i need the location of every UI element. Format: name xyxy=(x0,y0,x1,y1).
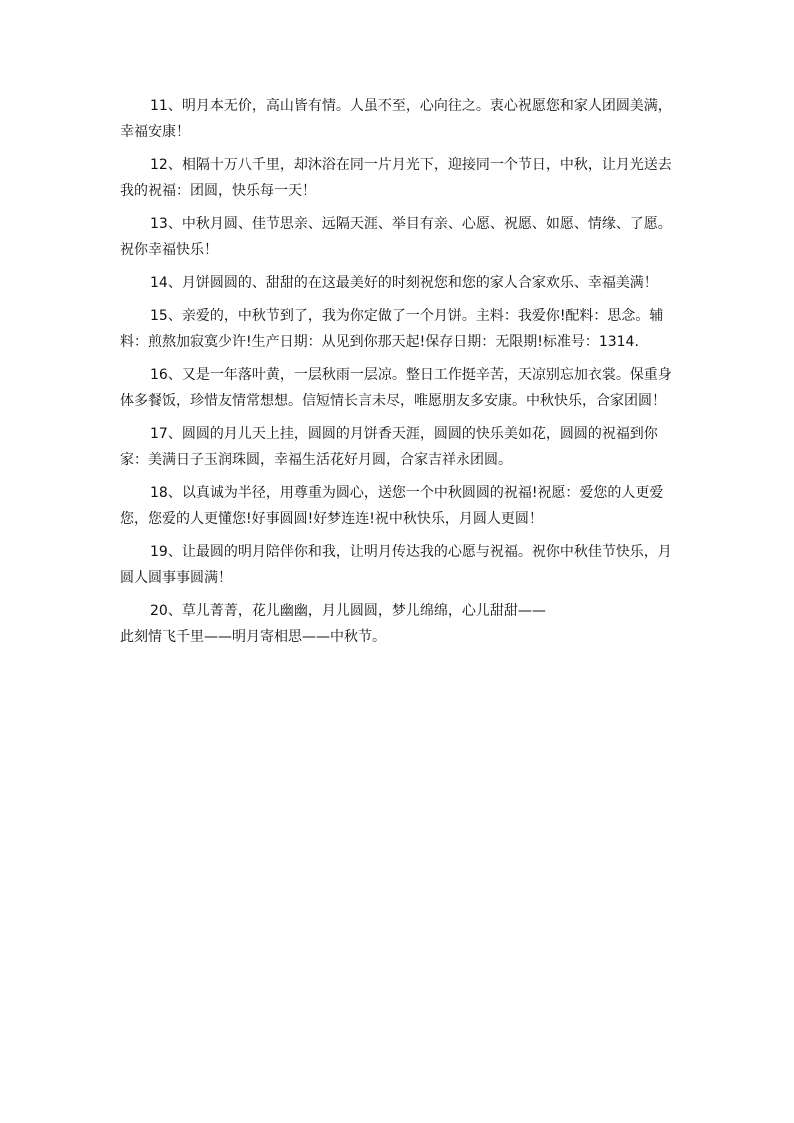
paragraph-18: 18、以真诚为半径，用尊重为圆心，送您一个中秋圆圆的祝福!祝愿：爱您的人更爱您，您爱的人更懂您!好事圆圆!好梦连连!祝中秋快乐，月圆人更圆！ xyxy=(120,485,664,527)
paragraph-12: 12、相隔十万八千里，却沐浴在同一片月光下，迎接同一个节日，中秋，让月光送去我的祝福：团圆，快乐每一天！ xyxy=(120,157,672,199)
paragraph-20: 20、草儿菁菁，花儿幽幽，月儿圆圆，梦儿绵绵，心儿甜甜—— 此刻情飞千里——明月寄相思——中秋节。 xyxy=(120,603,546,645)
paragraph-14: 14、月饼圆圆的、甜甜的在这最美好的时刻祝您和您的家人合家欢乐、幸福美满！ xyxy=(150,275,658,291)
paragraph-19: 19、让最圆的明月陪伴你和我，让明月传达我的心愿与祝福。祝你中秋佳节快乐，月圆人圆事事圆满！ xyxy=(120,544,672,586)
paragraph-17: 17、圆圆的月儿天上挂，圆圆的月饼香天涯，圆圆的快乐美如花，圆圆的祝福到你家：美满日子玉润珠圆，幸福生活花好月圆，合家吉祥永团圆。 xyxy=(120,426,658,468)
paragraph-16: 16、又是一年落叶黄，一层秋雨一层凉。整日工作挺辛苦，天凉别忘加衣裳。保重身体多餐饭，珍惜友情常想想。信短情长言未尽，唯愿朋友多安康。中秋快乐，合家团圆！ xyxy=(120,367,672,409)
paragraph-11: 11、明月本无价，高山皆有情。人虽不至，心向往之。衷心祝愿您和家人团圆美满，幸福安康！ xyxy=(120,98,672,140)
document-body xyxy=(120,93,672,657)
paragraph-15: 15、亲爱的，中秋节到了，我为你定做了一个月饼。主料：我爱你!配料：思念。辅料：煎熬加寂寞少许!生产日期：从见到你那天起!保存日期：无限期!标准号：1314. xyxy=(120,308,664,350)
paragraph-13: 13、中秋月圆、佳节思亲、远隔天涯、举目有亲、心愿、祝愿、如愿、情缘、了愿。祝你幸福快乐！ xyxy=(120,216,672,258)
